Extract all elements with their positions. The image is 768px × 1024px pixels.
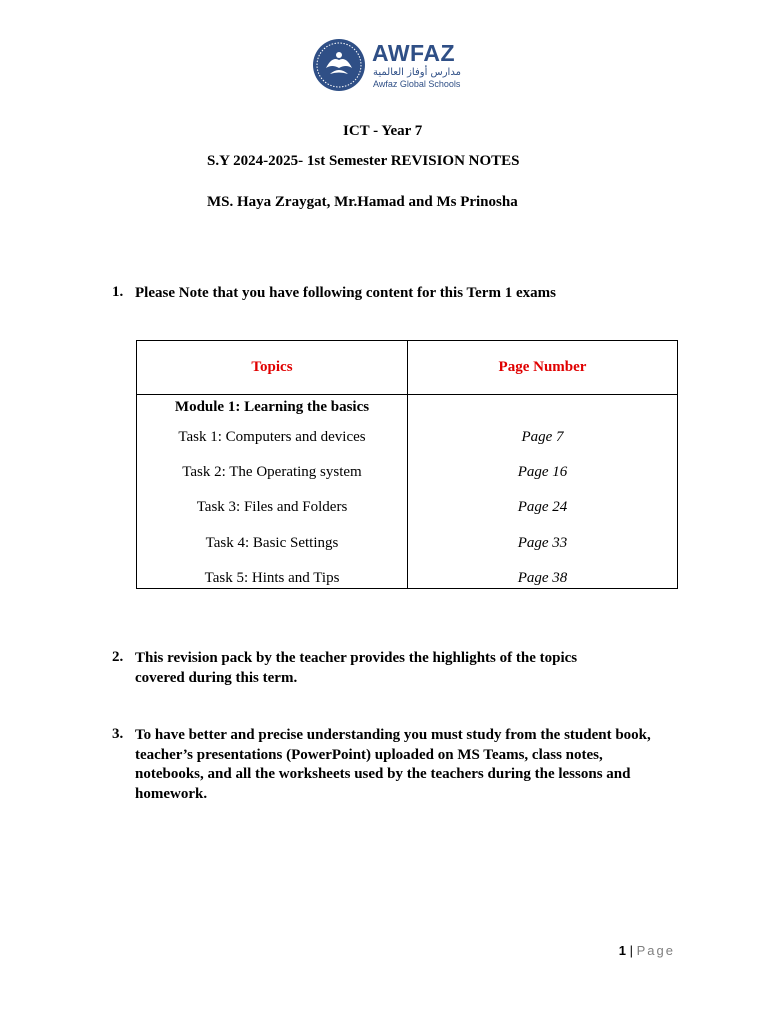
school-logo <box>312 38 462 92</box>
page-ref: Page 7 <box>521 429 564 445</box>
page-footer <box>619 943 675 958</box>
teachers-line: MS. Haya Zraygat, Mr.Hamad and Ms Prinosha <box>207 194 518 210</box>
semester-title: S.Y 2024-2025- 1st Semester REVISION NOTES <box>207 153 520 169</box>
list-item-text: Please Note that you have following content for this Term 1 exams <box>135 285 556 301</box>
topic-item: Task 5: Hints and Tips <box>204 569 340 586</box>
list-item-number: 3. <box>112 726 124 742</box>
module-title: Module 1: Learning the basics <box>174 399 370 415</box>
page-ref: Page 33 <box>517 534 568 551</box>
topic-item: Task 1: Computers and devices <box>178 429 366 445</box>
list-item-text: This revision pack by the teacher provides the highlights of the topics covered during this term. <box>135 650 578 686</box>
page-ref: Page 16 <box>517 464 568 481</box>
topic-item: Task 2: The Operating system <box>182 464 362 481</box>
awfaz-emblem-icon <box>312 38 366 92</box>
page-ref: Page 24 <box>517 499 568 516</box>
logo-arabic-name: مدارس أوفاز العالمية <box>373 67 461 78</box>
logo-name: AWFAZ <box>372 40 455 66</box>
module-page-empty <box>408 395 677 427</box>
logo-subtitle: Awfaz Global Schools <box>373 79 461 89</box>
list-item-text: To have better and precise understanding you must study from the student book, teacher’s presentations (PowerPoint) uploaded on MS Teams, class notes, notebooks, and all the worksheets used by the teachers during the lessons and homework. <box>135 727 651 802</box>
topic-item: Task 4: Basic Settings <box>205 534 339 551</box>
document-title: ICT - Year 7 <box>343 123 423 139</box>
list-item-number: 2. <box>112 649 124 665</box>
topics-header: Topics <box>137 341 408 395</box>
page-label: Page <box>636 943 675 958</box>
list-item-number: 1. <box>112 284 124 300</box>
topic-item: Task 3: Files and Folders <box>196 499 348 516</box>
page-number-header: Page Number <box>408 341 678 395</box>
table-header-row <box>137 341 678 395</box>
page-number: 1 <box>618 943 626 958</box>
page-ref: Page 38 <box>517 569 568 586</box>
footer-separator: | <box>629 943 633 958</box>
page-cell <box>408 395 678 589</box>
table-body-row <box>137 395 678 589</box>
topics-table <box>136 340 678 589</box>
topics-cell <box>137 395 408 589</box>
